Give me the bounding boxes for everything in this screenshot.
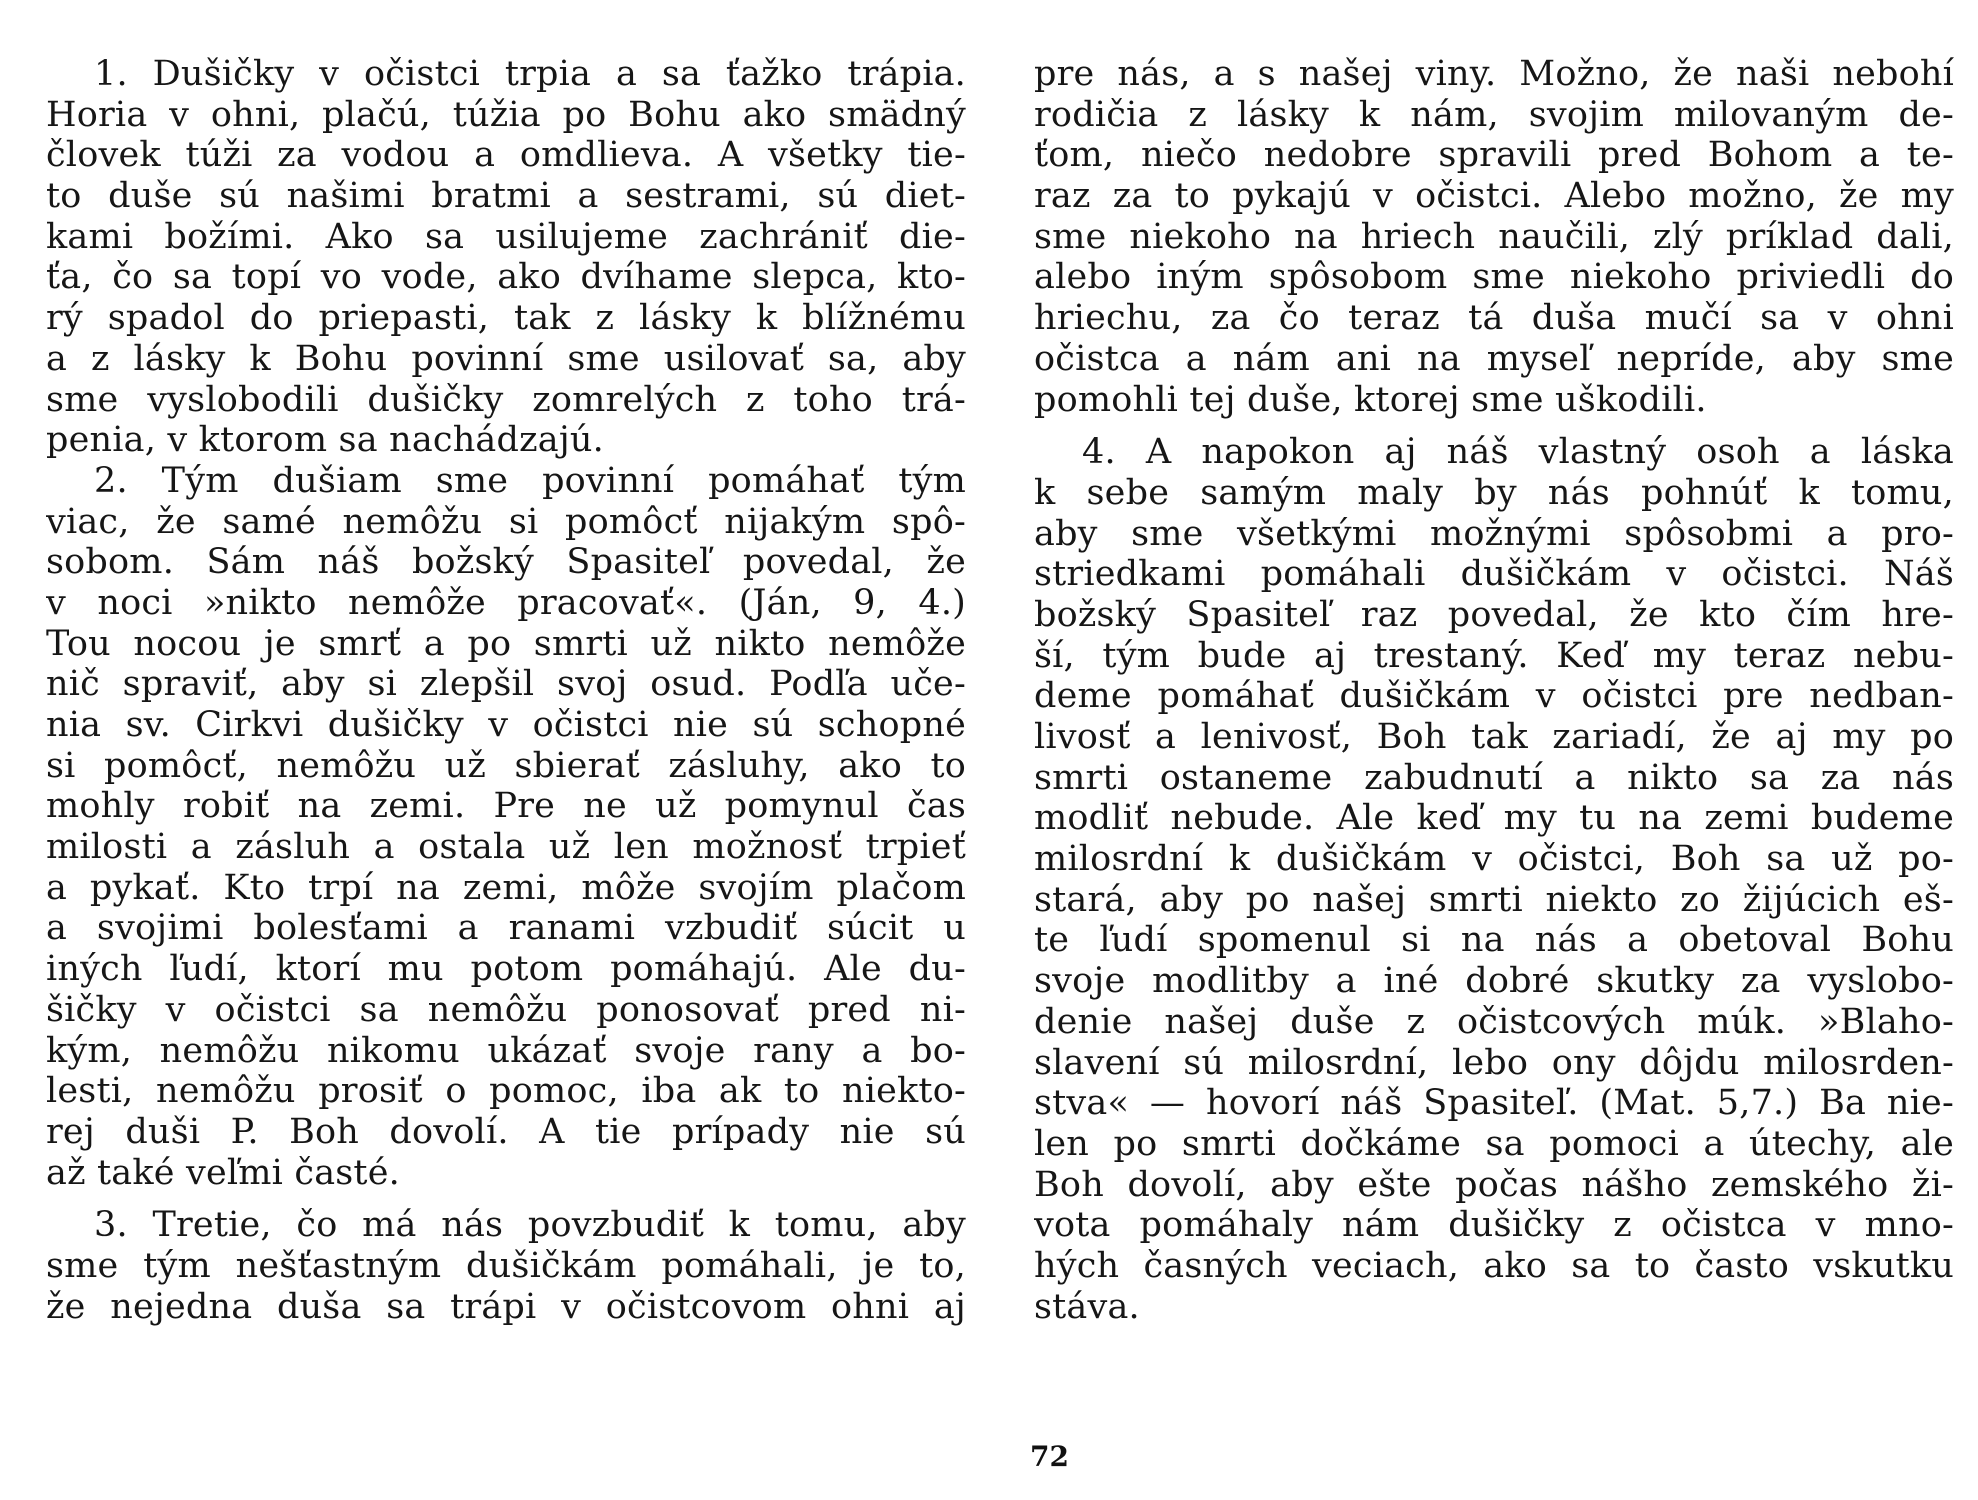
text-line: rý spadol do priepasti, tak z lásky k blížnému [46, 298, 966, 339]
text-line: lesti, nemôžu prosiť o pomoc, iba ak to niekto- [46, 1071, 966, 1112]
text-line: deme pomáhať dušičkám v očistci pre nedban- [1034, 676, 1954, 717]
text-line: len po smrti dočkáme sa pomoci a útechy, ale [1034, 1123, 1954, 1164]
text-line: svoje modlitby a iné dobré skutky za vyslobo- [1034, 961, 1954, 1002]
text-line: ší, tým bude aj trestaný. Keď my teraz nebu- [1034, 635, 1954, 676]
text-line: a pykať. Kto trpí na zemi, môže svojím plačom [46, 867, 966, 908]
text-line: božský Spasiteľ raz povedal, že kto čím hre- [1034, 594, 1954, 635]
text-line: Tou nocou je smrť a po smrti už nikto nemôže [46, 623, 966, 664]
text-line: slavení sú milosrdní, lebo ony dôjdu milosrden- [1034, 1042, 1954, 1083]
text-line: Boh dovolí, aby ešte počas nášho zemského ži- [1034, 1164, 1954, 1205]
text-line: nia sv. Cirkvi dušičky v očistci nie sú schopné [46, 705, 966, 745]
text-line: Horia v ohni, plačú, túžia po Bohu ako smädný [46, 94, 966, 135]
text-line: mohly robiť na zemi. Pre ne už pomynul čas [46, 786, 966, 827]
text-line: kami božími. Ako sa usilujeme zachrániť die- [46, 216, 966, 257]
right-column [1034, 54, 1954, 1327]
text-line: a z lásky k Bohu povinní sme usilovať sa, aby [46, 338, 966, 379]
text-line: ťom, niečo nedobre spravili pred Bohom a te- [1034, 135, 1954, 176]
text-line: očistca a nám ani na myseľ nepríde, aby sme [1034, 338, 1954, 379]
text-line: šičky v očistci sa nemôžu ponosovať pred ni- [46, 989, 966, 1030]
text-line: nič spraviť, aby si zlepšil svoj osud. Podľa uče- [46, 664, 966, 705]
text-line: si pomôcť, nemôžu už sbierať zásluhy, ako to [46, 745, 966, 786]
text-line: 1. Dušičky v očistci trpia a sa ťažko trápia. [94, 54, 966, 94]
paragraph-4 [1034, 432, 1954, 1327]
text-line: sme tým nešťastným dušičkám pomáhali, je to, [46, 1245, 966, 1286]
text-line: stará, aby po našej smrti niekto zo žijúcich eš- [1034, 879, 1954, 920]
text-line: stáva. [1034, 1286, 1140, 1327]
paragraph-3 [46, 1205, 966, 1327]
text-line: rodičia z lásky k nám, svojim milovaným de- [1034, 94, 1954, 135]
text-line: k sebe samým maly by nás pohnúť k tomu, [1034, 472, 1954, 513]
text-line: milosrdní k dušičkám v očistci, Boh sa už po- [1034, 839, 1954, 880]
text-line: stva« — hovorí náš Spasiteľ. (Mat. 5,7.) Ba nie- [1034, 1083, 1954, 1124]
text-line: sobom. Sám náš božský Spasiteľ povedal, že [46, 542, 966, 583]
text-line: milosti a zásluh a ostala už len možnosť trpieť [46, 827, 966, 868]
text-line: rej duši P. Boh dovolí. A tie prípady nie sú [46, 1111, 966, 1152]
text-line: aby sme všetkými možnými spôsobmi a pro- [1034, 513, 1954, 554]
text-line: viac, že samé nemôžu si pomôcť nijakým spô- [46, 501, 966, 542]
paragraph-1 [46, 54, 966, 461]
text-line: v noci »nikto nemôže pracovať«. (Ján, 9, 4.) [46, 582, 966, 623]
text-line: sme vyslobodili dušičky zomrelých z toho trá- [46, 379, 966, 420]
text-line: pre nás, a s našej viny. Možno, že naši nebohí [1034, 54, 1954, 94]
text-line: pomohli tej duše, ktorej sme uškodili. [1034, 379, 1707, 420]
text-line: až také veľmi časté. [46, 1152, 400, 1193]
text-line: človek túži za vodou a omdlieva. A všetky tie- [46, 135, 966, 176]
text-line: modliť nebude. Ale keď my tu na zemi budeme [1034, 798, 1954, 839]
text-line: 4. A napokon aj náš vlastný osoh a láska [1082, 432, 1954, 473]
text-line: te ľudí spomenul si na nás a obetoval Bohu [1034, 920, 1954, 961]
text-line: kým, nemôžu nikomu ukázať svoje rany a bo- [46, 1030, 966, 1071]
paragraph-gap [46, 1193, 966, 1205]
left-column [46, 54, 966, 1327]
page-number: 72 [1030, 1440, 1069, 1473]
text-line: že nejedna duša sa trápi v očistcovom ohni aj [46, 1286, 966, 1327]
text-line: denie našej duše z očistcových múk. »Blaho- [1034, 1001, 1954, 1042]
text-line: penia, v ktorom sa nachádzajú. [46, 420, 604, 461]
text-line: livosť a lenivosť, Boh tak zariadí, že aj my po [1034, 717, 1954, 757]
text-line: 3. Tretie, čo má nás povzbudiť k tomu, aby [94, 1205, 966, 1246]
text-line: hých časných veciach, ako sa to často vskutku [1034, 1245, 1954, 1286]
text-line: to duše sú našimi bratmi a sestrami, sú diet- [46, 176, 966, 217]
text-line: alebo iným spôsobom sme niekoho priviedli do [1034, 257, 1954, 298]
paragraph-gap [1034, 420, 1954, 432]
text-line: a svojimi bolesťami a ranami vzbudiť súcit u [46, 908, 966, 949]
text-line: sme niekoho na hriech naučili, zlý príklad dali, [1034, 216, 1954, 257]
text-line: 2. Tým dušiam sme povinní pomáhať tým [94, 460, 966, 501]
text-line: ťa, čo sa topí vo vode, ako dvíhame slepca, kto- [46, 257, 966, 298]
text-line: hriechu, za čo teraz tá duša mučí sa v ohni [1034, 298, 1954, 339]
text-line: smrti ostaneme zabudnutí a nikto sa za nás [1034, 757, 1954, 798]
text-line: striedkami pomáhali dušičkám v očistci. Náš [1034, 554, 1954, 595]
text-line: iných ľudí, ktorí mu potom pomáhajú. Ale du- [46, 949, 966, 990]
paragraph-3-continued [1034, 54, 1954, 420]
text-line: vota pomáhaly nám dušičky z očistca v mno- [1034, 1205, 1954, 1246]
paragraph-2 [46, 461, 966, 1193]
text-line: raz za to pykajú v očistci. Alebo možno, že my [1034, 176, 1954, 217]
